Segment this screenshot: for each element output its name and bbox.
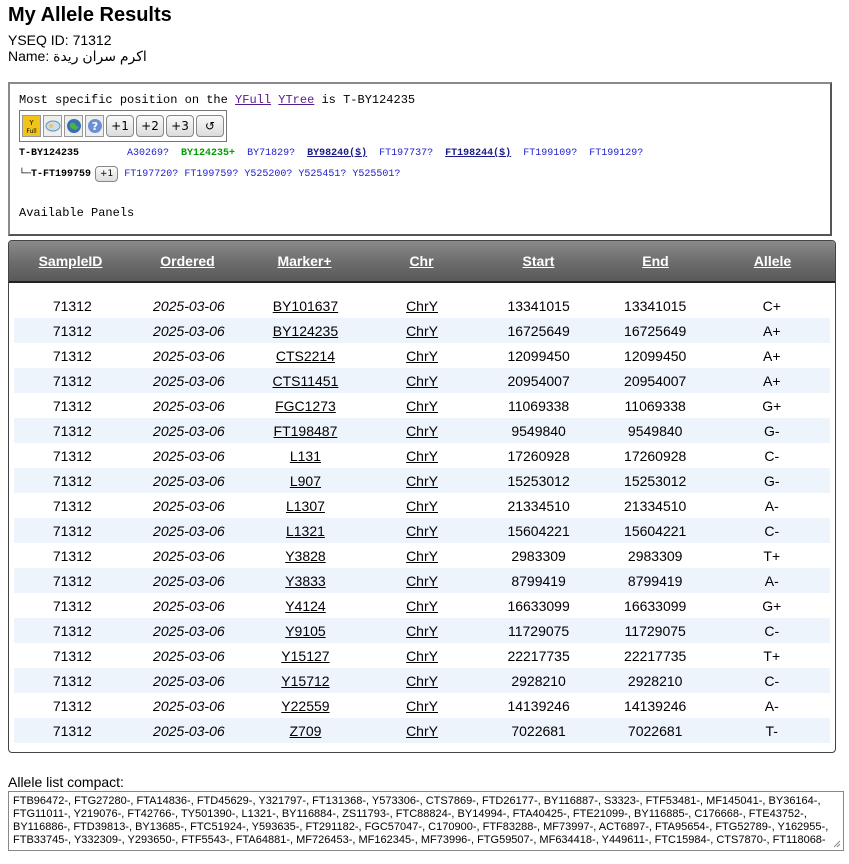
end-cell: 14139246 [624, 697, 687, 714]
tree-prefix: Most specific position on the [19, 93, 236, 107]
ordered-date-cell: 2025-03-06 [153, 547, 225, 564]
yfull-icon[interactable] [22, 115, 41, 137]
allele-cell: C- [764, 522, 780, 539]
expand-plus2-button[interactable]: +2 [136, 115, 164, 137]
chr-link[interactable]: ChrY [406, 672, 438, 689]
node-label: └─T-FT199759 [19, 168, 92, 180]
node-label: T-BY124235 [19, 148, 80, 159]
start-cell: 7022681 [511, 722, 566, 739]
end-cell: 16725649 [624, 322, 687, 339]
table-row [14, 443, 830, 468]
end-cell: 22217735 [624, 647, 687, 664]
allele-cell: G+ [762, 397, 782, 414]
chr-link[interactable]: ChrY [406, 647, 438, 664]
start-cell: 17260928 [507, 447, 570, 464]
start-cell: 22217735 [507, 647, 570, 664]
marker-link[interactable]: Y4124 [285, 597, 326, 614]
snp-link[interactable]: Y525200? [244, 168, 293, 180]
start-cell: 15253012 [507, 472, 570, 489]
snp-link[interactable]: BY71829? [247, 148, 296, 159]
svg-text:?: ? [91, 120, 98, 133]
start-cell: 9549840 [511, 422, 566, 439]
sample-id-cell: 71312 [52, 697, 92, 714]
tree-suffix: is T-BY124235 [314, 93, 416, 107]
end-cell: 12099450 [624, 347, 687, 364]
sample-id-cell: 71312 [52, 597, 92, 614]
chr-link[interactable]: ChrY [406, 697, 438, 714]
end-cell: 21334510 [624, 497, 687, 514]
table-row [14, 543, 830, 568]
ordered-date-cell: 2025-03-06 [153, 722, 225, 739]
sample-id-cell: 71312 [52, 622, 92, 639]
snp-link[interactable]: Y525501? [352, 168, 401, 180]
table-row [14, 468, 830, 493]
sample-id-cell: 71312 [52, 322, 92, 339]
chr-link[interactable]: ChrY [406, 347, 438, 364]
chr-link[interactable]: ChrY [406, 722, 438, 739]
marker-link[interactable]: L907 [289, 472, 322, 489]
chr-link[interactable]: ChrY [406, 497, 438, 514]
available-panels-label: Available Panels [19, 206, 135, 220]
sample-id-cell: 71312 [52, 297, 92, 314]
marker-link[interactable]: Y15712 [281, 672, 330, 689]
end-cell: 11069338 [624, 397, 686, 414]
start-cell: 16725649 [507, 322, 570, 339]
start-cell: 14139246 [507, 697, 570, 714]
allele-cell: G- [763, 472, 780, 489]
allele-cell: G- [763, 422, 780, 439]
end-cell: 11729075 [624, 622, 686, 639]
end-cell: 7022681 [627, 722, 683, 739]
snp-link[interactable]: Y525451? [298, 168, 347, 180]
start-cell: 11729075 [507, 622, 570, 639]
chr-link[interactable]: ChrY [406, 572, 438, 589]
expand-plus3-button[interactable]: +3 [166, 115, 194, 137]
end-cell: 20954007 [624, 372, 687, 389]
marker-link[interactable]: CTS11451 [272, 372, 339, 389]
resize-grip-icon[interactable] [833, 840, 841, 848]
ordered-date-cell: 2025-03-06 [153, 597, 225, 614]
sample-id-cell: 71312 [52, 647, 92, 664]
table-body [14, 293, 830, 743]
ordered-date-cell: 2025-03-06 [153, 397, 225, 414]
table-row [14, 493, 830, 518]
chr-link[interactable]: ChrY [406, 472, 438, 489]
snp-link[interactable]: FT197737? [379, 148, 434, 159]
sample-id-cell: 71312 [52, 447, 92, 464]
chr-link[interactable]: ChrY [406, 597, 438, 614]
tree-summary [19, 93, 415, 107]
table-row [14, 368, 830, 393]
table-row [14, 318, 830, 343]
end-cell: 2928210 [627, 672, 683, 689]
compact-list-text: FTB96472-, FTG27280-, FTA14836-, FTD45629-, Y321797-, FT131368-, Y573306-, CTS7869-, FTD26177-, BY116887-, S3323-, FTF53481-, MF145041-, BY36164-, FTG11011-, Y219076-, FT42766-, TY501390-, L1321-, BY116884-, ZS11793-, FTC88824-, BY14994-, FTA40425-, FTE21099-, BY116885-, C176668-, FTE43752-, BY116886-, FTD39813-, BY13685-, FTC51924-, Y593635-, FT291182-, FGC57047-, C170900-, FTF83288-, MF73997-, ACT6897-, FTA95654-, FTG52789-, Y162955-, FTB33745-, Y332309-, Y293650-, FTF5543-, FTA64881-, MF726453-, MF162345-, MF73996-, FTG59507-, MF634418-, Y449611-, FTC15984-, CTS7870-, FT118068- [13, 795, 829, 846]
chr-link[interactable]: ChrY [406, 322, 438, 339]
marker-link[interactable]: Z709 [289, 722, 322, 739]
start-cell: 8799419 [511, 572, 566, 589]
compact-list-textarea[interactable] [8, 791, 844, 851]
allele-cell: A- [764, 697, 779, 714]
tree-node-row [19, 166, 406, 182]
sort-sampleid-header[interactable]: SampleID [38, 253, 103, 269]
marker-link[interactable]: BY101637 [272, 297, 339, 314]
allele-cell: C- [764, 622, 780, 639]
ytree-link[interactable]: YTree [278, 93, 315, 107]
table-row [14, 418, 830, 443]
sample-id-cell: 71312 [52, 672, 92, 689]
start-cell: 20954007 [507, 372, 570, 389]
sample-id-cell: 71312 [52, 397, 92, 414]
table-row [14, 568, 830, 593]
chr-link[interactable]: ChrY [406, 522, 438, 539]
earth-icon[interactable] [64, 115, 83, 137]
ordered-date-cell: 2025-03-06 [153, 297, 225, 314]
start-cell: 13341015 [507, 297, 570, 314]
allele-cell: T+ [763, 547, 781, 564]
start-cell: 12099450 [507, 347, 570, 364]
reset-button[interactable]: ↺ [196, 115, 224, 137]
marker-link[interactable]: Y15127 [281, 647, 330, 664]
marker-link[interactable]: CTS2214 [275, 347, 336, 364]
start-cell: 2983309 [511, 547, 566, 564]
table-row [14, 343, 830, 368]
svg-text:Full: Full [26, 128, 37, 135]
chr-link[interactable]: ChrY [406, 547, 438, 564]
table-row [14, 293, 830, 318]
sample-id-cell: 71312 [52, 547, 92, 564]
tree-toolbar [19, 110, 227, 142]
sample-id-cell: 71312 [52, 347, 92, 364]
allele-cell: C+ [762, 297, 781, 314]
start-cell: 11069338 [507, 397, 570, 414]
sort-end-header[interactable]: End [642, 253, 669, 269]
marker-link[interactable]: FT198487 [273, 422, 338, 439]
table-row [14, 693, 830, 718]
marker-link[interactable]: L1307 [285, 497, 325, 514]
sample-id-cell: 71312 [52, 472, 92, 489]
ordered-date-cell: 2025-03-06 [153, 497, 225, 514]
sample-id-cell: 71312 [52, 522, 92, 539]
end-cell: 17260928 [624, 447, 687, 464]
snp-link[interactable]: A30269? [127, 148, 170, 159]
marker-link[interactable]: L131 [289, 447, 322, 464]
end-cell: 15253012 [624, 472, 687, 489]
sort-marker-header[interactable]: Marker+ [277, 253, 332, 269]
allele-cell: C- [764, 447, 780, 464]
start-cell: 16633099 [507, 597, 570, 614]
allele-cell: G+ [762, 597, 782, 614]
allele-cell: T+ [763, 647, 781, 664]
snp-link[interactable]: FT197720? [124, 168, 179, 180]
customer-name: Name: اكرم سران ريدة [8, 48, 147, 64]
sort-chr-header[interactable]: Chr [409, 253, 434, 269]
marker-link[interactable]: L1321 [285, 522, 325, 539]
sample-id-cell: 71312 [52, 722, 92, 739]
expand-node-button[interactable]: +1 [95, 166, 118, 182]
allele-cell: A- [764, 572, 779, 589]
ordered-date-cell: 2025-03-06 [153, 572, 225, 589]
help-icon[interactable] [85, 115, 104, 137]
ordered-date-cell: 2025-03-06 [153, 697, 225, 714]
table-row [14, 668, 830, 693]
ordered-date-cell: 2025-03-06 [153, 647, 225, 664]
sample-id-cell: 71312 [52, 372, 92, 389]
page-title: My Allele Results [8, 4, 172, 26]
marker-link[interactable]: BY124235 [272, 322, 339, 339]
end-cell: 9549840 [627, 422, 683, 439]
tree-node-row [19, 148, 649, 159]
sort-start-header[interactable]: Start [522, 253, 555, 269]
end-cell: 16633099 [624, 597, 687, 614]
allele-cell: C- [764, 672, 780, 689]
end-cell: 8799419 [627, 572, 683, 589]
sample-id-cell: 71312 [52, 497, 92, 514]
tree-panel [8, 82, 832, 236]
snp-link[interactable]: BY98240($) [307, 148, 368, 159]
marker-link[interactable]: Y9105 [285, 622, 326, 639]
table-row [14, 718, 830, 743]
ordered-date-cell: 2025-03-06 [153, 672, 225, 689]
allele-cell: A+ [763, 347, 781, 364]
snp-link[interactable]: FT198244($) [445, 148, 512, 159]
expand-plus1-button[interactable]: +1 [106, 115, 134, 137]
allele-cell: A+ [763, 372, 781, 389]
end-cell: 13341015 [624, 297, 687, 314]
table-row [14, 393, 830, 418]
sample-id-cell: 71312 [52, 422, 92, 439]
yseq-id: YSEQ ID: 71312 [8, 32, 112, 48]
yfull-link[interactable]: YFull [235, 93, 272, 107]
chr-link[interactable]: ChrY [406, 297, 438, 314]
chr-link[interactable]: ChrY [406, 622, 438, 639]
allele-cell: A+ [763, 322, 781, 339]
svg-text:Y: Y [29, 119, 34, 127]
ordered-date-cell: 2025-03-06 [153, 422, 225, 439]
results-table [8, 240, 836, 753]
ordered-date-cell: 2025-03-06 [153, 347, 225, 364]
sort-allele-header[interactable]: Allele [753, 253, 792, 269]
snp-link[interactable]: FT199129? [589, 148, 644, 159]
table-row [14, 618, 830, 643]
end-cell: 2983309 [627, 547, 683, 564]
chr-link[interactable]: ChrY [406, 397, 438, 414]
ordered-date-cell: 2025-03-06 [153, 522, 225, 539]
marker-link[interactable]: Y22559 [281, 697, 330, 714]
ordered-date-cell: 2025-03-06 [153, 622, 225, 639]
ordered-date-cell: 2025-03-06 [153, 472, 225, 489]
chr-link[interactable]: ChrY [406, 447, 438, 464]
chr-link[interactable]: ChrY [406, 372, 438, 389]
snp-link[interactable]: FT199109? [523, 148, 578, 159]
marker-link[interactable]: FGC1273 [275, 397, 336, 414]
allele-cell: A- [764, 497, 779, 514]
start-cell: 21334510 [507, 497, 570, 514]
snp-link[interactable]: BY124235+ [181, 148, 236, 159]
table-row [14, 593, 830, 618]
allele-cell: T- [765, 722, 778, 739]
sort-ordered-header[interactable]: Ordered [160, 253, 215, 269]
globe-map-icon[interactable] [43, 115, 62, 137]
ordered-date-cell: 2025-03-06 [153, 447, 225, 464]
marker-link[interactable]: Y3833 [285, 572, 326, 589]
start-cell: 15604221 [507, 522, 570, 539]
table-row [14, 518, 830, 543]
end-cell: 15604221 [624, 522, 687, 539]
start-cell: 2928210 [511, 672, 566, 689]
table-header [9, 241, 835, 283]
compact-list-label: Allele list compact: [8, 774, 124, 790]
snp-link[interactable]: FT199759? [184, 168, 239, 180]
ordered-date-cell: 2025-03-06 [153, 322, 225, 339]
sample-id-cell: 71312 [52, 572, 92, 589]
marker-link[interactable]: Y3828 [285, 547, 326, 564]
ordered-date-cell: 2025-03-06 [153, 372, 225, 389]
table-row [14, 643, 830, 668]
chr-link[interactable]: ChrY [406, 422, 438, 439]
